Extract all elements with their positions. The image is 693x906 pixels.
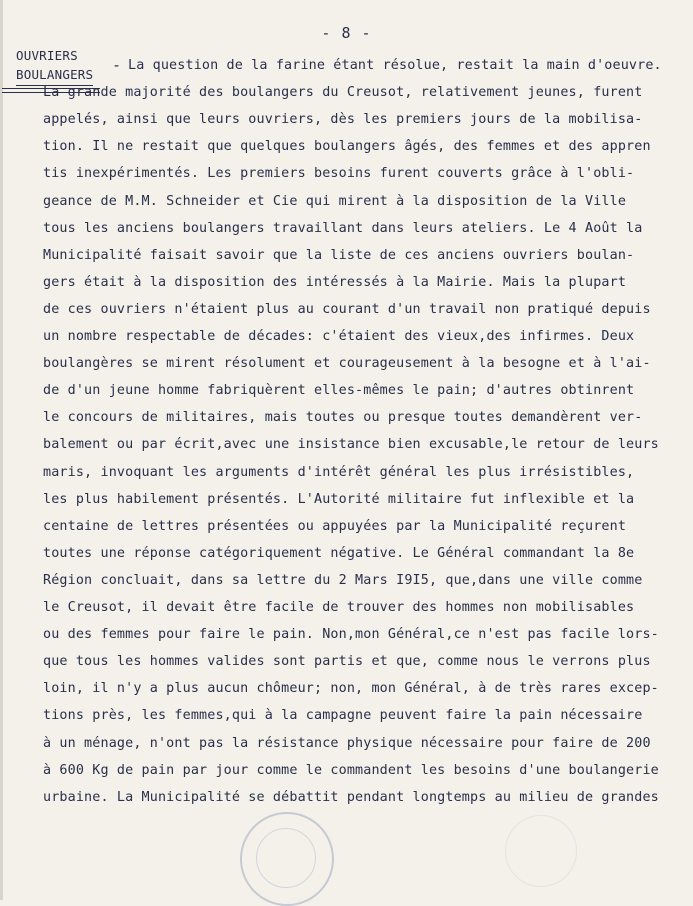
text-line: ou des femmes pour faire le pain. Non,mon Général,ce n'est pas facile lors-	[43, 627, 659, 643]
text-line: un nombre respectable de décades: c'étaient des vieux,des infirmes. Deux	[43, 329, 635, 344]
text-line: geance de M.M. Schneider et Cie qui mirent à la disposition de la Ville	[43, 193, 627, 209]
text-line: tous les anciens boulangers travaillant dans leurs ateliers. Le 4 Août la	[43, 220, 643, 236]
margin-note	[16, 46, 93, 86]
text-line: boulangères se mirent résolument et courageusement à la besogne et à l'ai-	[43, 356, 651, 372]
text-line: Municipalité faisait savoir que la liste de ces anciens ouvriers boulan-	[43, 247, 635, 263]
text-line: loin, il n'y a plus aucun chômeur; non, mon Général, à de très rares excep-	[43, 681, 659, 697]
margin-note-line1: OUVRIERS	[16, 48, 78, 63]
text-line: les plus habilement présentés. L'Autorité militaire fut inflexible et la	[43, 491, 635, 507]
margin-note-line2: BOULANGERS	[16, 65, 93, 86]
text-line: toutes une réponse catégoriquement négative. Le Général commandant la 8e	[43, 545, 635, 561]
text-line: à un ménage, n'ont pas la résistance physique nécessaire pour faire de 200	[43, 735, 651, 751]
text-line: le concours de militaires, mais toutes ou presque toutes demandèrent ver-	[43, 410, 643, 426]
text-line: La grande majorité des boulangers du Creusot, relativement jeunes, furent	[43, 85, 643, 101]
text-line: de ces ouvriers n'étaient plus au courant d'un travail non pratiqué depuis	[43, 301, 651, 317]
text-line: Région concluait, dans sa lettre du 2 Mars I9I5, que,dans une ville comme	[43, 572, 643, 588]
text-line: La question de la farine étant résolue, restait la main d'oeuvre.	[128, 58, 662, 73]
text-line: à 600 Kg de pain par jour comme le commandent les besoins d'une boulangerie	[43, 762, 659, 778]
text-line: balement ou par écrit,avec une insistance bien excusable,le retour de leurs	[43, 437, 659, 453]
page-number: - 8 -	[321, 24, 372, 42]
text-line: maris, invoquant les arguments d'intérêt général les plus irrésistibles,	[43, 464, 635, 480]
text-line: centaine de lettres présentées ou appuyées par la Municipalité reçurent	[43, 518, 627, 534]
text-line: tis inexpérimentés. Les premiers besoins furent couverts grâce à l'obli-	[43, 166, 635, 182]
text-line: le Creusot, il devait être facile de trouver des hommes non mobilisables	[43, 600, 635, 615]
archive-stamp	[240, 812, 334, 906]
text-line: tions près, les femmes,qui à la campagne peuvent faire la pain nécessaire	[43, 708, 643, 724]
faint-stamp-mark	[505, 815, 577, 887]
paragraph-dash: -	[112, 56, 122, 74]
text-line: urbaine. La Municipalité se débattit pendant longtemps au milieu de grandes	[43, 789, 659, 805]
text-line: appelés, ainsi que leurs ouvriers, dès les premiers jours de la mobilisa-	[43, 112, 643, 128]
text-line: gers était à la disposition des intéressés à la Mairie. Mais la plupart	[43, 274, 627, 290]
text-line: tion. Il ne restait que quelques boulangers âgés, des femmes et des appren	[43, 139, 651, 155]
page-edge	[0, 0, 3, 900]
archive-stamp-inner-ring	[256, 828, 316, 888]
text-line: que tous les hommes valides sont partis et que, comme nous le verrons plus	[43, 654, 651, 670]
text-line: de d'un jeune homme fabriquèrent elles-mêmes le pain; d'autres obtinrent	[43, 383, 635, 399]
